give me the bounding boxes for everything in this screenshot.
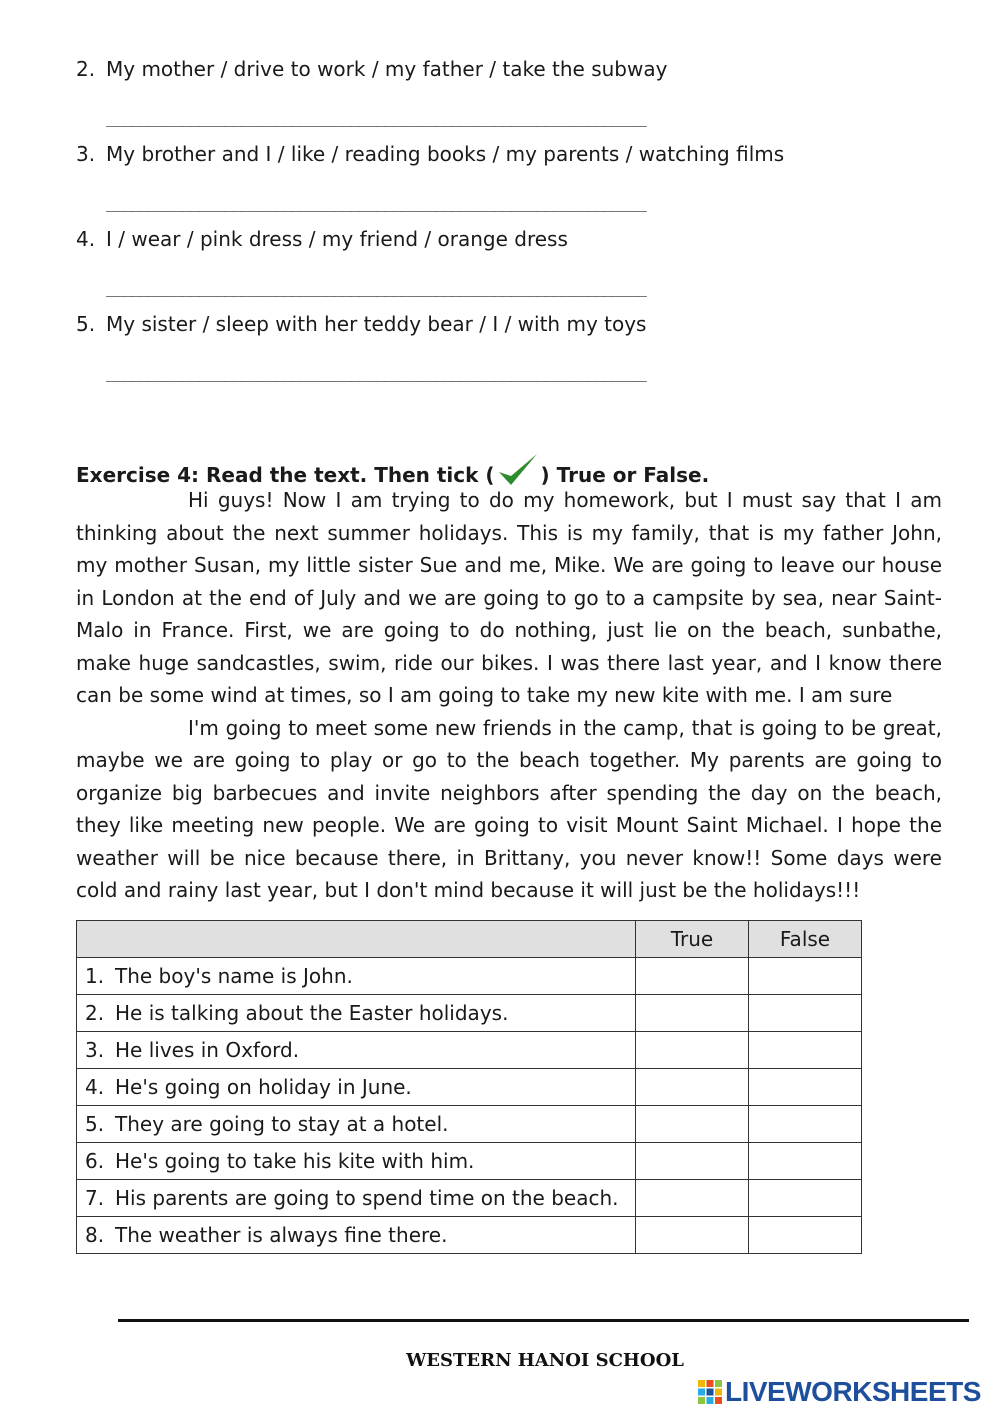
- item-number: 3.: [76, 142, 96, 166]
- item-prompt: I / wear / pink dress / my friend / orange dress: [106, 227, 568, 251]
- item-number: 4.: [76, 227, 96, 251]
- item-prompt: My brother and I / like / reading books / my parents / watching films: [106, 142, 785, 166]
- true-answer-cell[interactable]: [636, 1143, 749, 1180]
- false-answer-cell[interactable]: [749, 1217, 862, 1254]
- table-row: [77, 1180, 862, 1217]
- statement-cell: [77, 1180, 636, 1217]
- statement-number: 8.: [85, 1223, 105, 1247]
- true-answer-cell[interactable]: [636, 1069, 749, 1106]
- table-row: [77, 995, 862, 1032]
- statement-text: His parents are going to spend time on the beach.: [115, 1186, 619, 1210]
- statement-text: The boy's name is John.: [115, 964, 353, 988]
- false-answer-cell[interactable]: [749, 1180, 862, 1217]
- liveworksheets-logo: [697, 1377, 981, 1407]
- statement-cell: [77, 1032, 636, 1069]
- exercise3-item-4: [76, 226, 568, 252]
- true-answer-cell[interactable]: [636, 995, 749, 1032]
- statement-number: 2.: [85, 1001, 105, 1025]
- answer-line-5[interactable]: ________________________________________________________________: [106, 363, 646, 382]
- true-answer-cell[interactable]: [636, 1180, 749, 1217]
- check-mark-icon: [495, 452, 541, 488]
- item-number: 2.: [76, 57, 96, 81]
- answer-line-4[interactable]: ________________________________________________________________: [106, 278, 646, 297]
- false-answer-cell[interactable]: [749, 1106, 862, 1143]
- table-row: [77, 1069, 862, 1106]
- title-text-before: Exercise 4: Read the text. Then tick (: [76, 463, 495, 487]
- statement-text: They are going to stay at a hotel.: [115, 1112, 449, 1136]
- statement-cell: [77, 1069, 636, 1106]
- statement-cell: [77, 958, 636, 995]
- statement-text: The weather is always fine there.: [115, 1223, 448, 1247]
- true-answer-cell[interactable]: [636, 1217, 749, 1254]
- table-row: [77, 1217, 862, 1254]
- statement-cell: [77, 995, 636, 1032]
- statement-text: He lives in Oxford.: [115, 1038, 300, 1062]
- footer-divider: [118, 1319, 969, 1322]
- exercise3-item-5: [76, 311, 646, 337]
- table-row: [77, 1032, 862, 1069]
- exercise3-item-2: [76, 56, 667, 82]
- statement-text: He's going on holiday in June.: [115, 1075, 412, 1099]
- passage-paragraph-1: Hi guys! Now I am trying to do my homework, but I must say that I am thinking about the next summer holidays. This is my family, that is my father John, my mother Susan, my little sister Sue and me, Mike. We are going to leave our house in London at the end of July and we are going to go to a campsite by sea, near Saint-Malo in France. First, we are going to do nothing, just lie on the beach, sunbathe, make huge sandcastles, swim, ride our bikes. I was there last year, and I know there can be some wind at times, so I am going to take my new kite with me. I am sure: [76, 488, 942, 707]
- table-row: [77, 958, 862, 995]
- statement-text: He is talking about the Easter holidays.: [115, 1001, 509, 1025]
- statement-number: 6.: [85, 1149, 105, 1173]
- exercise4-title: [76, 452, 709, 488]
- exercise3-item-3: [76, 141, 784, 167]
- statement-number: 3.: [85, 1038, 105, 1062]
- false-answer-cell[interactable]: [749, 995, 862, 1032]
- statement-number: 5.: [85, 1112, 105, 1136]
- statement-cell: [77, 1143, 636, 1180]
- table-header-row: [77, 921, 862, 958]
- false-answer-cell[interactable]: [749, 1032, 862, 1069]
- statement-number: 1.: [85, 964, 105, 988]
- table-row: [77, 1143, 862, 1180]
- school-name: WESTERN HANOI SCHOOL: [406, 1350, 684, 1371]
- table-row: [77, 1106, 862, 1143]
- item-prompt: My sister / sleep with her teddy bear / I / with my toys: [106, 312, 647, 336]
- title-text-after: ) True or False.: [540, 463, 710, 487]
- false-answer-cell[interactable]: [749, 958, 862, 995]
- true-answer-cell[interactable]: [636, 1032, 749, 1069]
- false-answer-cell[interactable]: [749, 1143, 862, 1180]
- statement-number: 4.: [85, 1075, 105, 1099]
- statement-header-cell: [77, 921, 636, 958]
- true-answer-cell[interactable]: [636, 1106, 749, 1143]
- answer-line-2[interactable]: ________________________________________________________________: [106, 108, 646, 127]
- item-number: 5.: [76, 312, 96, 336]
- true-false-table: [76, 920, 862, 1254]
- true-column-header: True: [636, 921, 749, 958]
- statement-cell: [77, 1106, 636, 1143]
- brand-wordmark: LIVEWORKSHEETS: [725, 1376, 981, 1407]
- answer-line-3[interactable]: ________________________________________________________________: [106, 193, 646, 212]
- liveworksheets-grid-icon: [697, 1379, 723, 1405]
- false-answer-cell[interactable]: [749, 1069, 862, 1106]
- statement-number: 7.: [85, 1186, 105, 1210]
- item-prompt: My mother / drive to work / my father / take the subway: [106, 57, 668, 81]
- statement-cell: [77, 1217, 636, 1254]
- reading-passage: [76, 484, 942, 907]
- passage-paragraph-2: I'm going to meet some new friends in the camp, that is going to be great, maybe we are going to play or go to the beach together. My parents are going to organize big barbecues and invite neighbors after spending the day on the beach, they like meeting new people. We are going to visit Mount Saint Michael. I hope the weather will be nice because there, in Brittany, you never know!! Some days were cold and rainy last year, but I don't mind because it will just be the holidays!!!: [76, 715, 942, 902]
- false-column-header: False: [749, 921, 862, 958]
- statement-text: He's going to take his kite with him.: [115, 1149, 475, 1173]
- true-answer-cell[interactable]: [636, 958, 749, 995]
